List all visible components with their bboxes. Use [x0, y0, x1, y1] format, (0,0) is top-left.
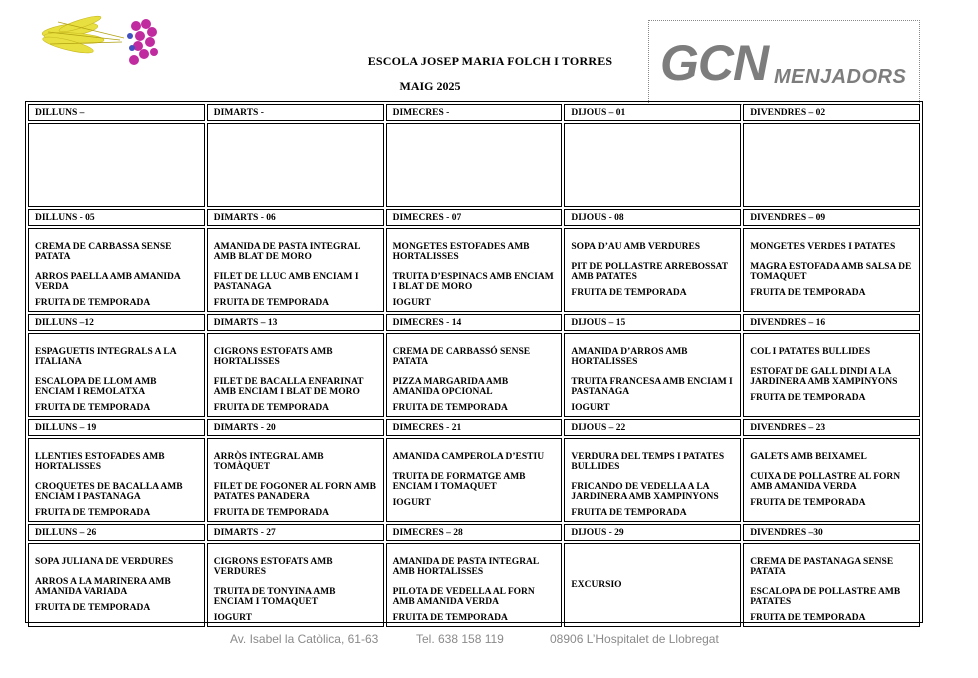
day-header: DILLUNS –12: [28, 314, 205, 331]
first-course: SOPA JULIANA DE VERDURES: [35, 557, 174, 567]
dessert: FRUITA DE TEMPORADA: [750, 288, 866, 298]
second-course: PIZZA MARGARIDA AMB AMANIDA OPCIONAL: [392, 377, 509, 397]
first-course: AMANIDA CAMPEROLA D’ESTIU: [392, 452, 545, 462]
first-course: ESPAGUETIS INTEGRALS A LA ITALIANA: [35, 347, 177, 367]
day-header: DIMARTS – 13: [207, 314, 384, 331]
first-course: SOPA D’AU AMB VERDURES: [571, 242, 701, 252]
day-menu-cell: [386, 543, 563, 627]
week-menu-row: [28, 438, 920, 522]
wheat-grapes-logo-icon: [40, 12, 170, 72]
menu-month: MAIG 2025: [399, 79, 461, 93]
brand-logo-menjadors: MENJADORS: [774, 66, 907, 88]
first-course: VERDURA DEL TEMPS I PATATES BULLIDES: [571, 452, 725, 472]
second-course: CUIXA DE POLLASTRE AL FORN AMB AMANIDA VERDA: [750, 472, 901, 492]
day-header: DIVENDRES – 23: [743, 419, 920, 436]
dessert: IOGURT: [213, 613, 252, 623]
second-course: TRUITA DE TONYINA AMB ENCIAM I TOMAQUET: [213, 587, 336, 607]
day-menu-cell: [207, 543, 384, 627]
day-header: DIMARTS -: [207, 104, 384, 121]
day-header: DIVENDRES – 09: [743, 209, 920, 226]
day-header: DILLUNS – 26: [28, 524, 205, 541]
footer-city: 08906 L’Hospitalet de Llobregat: [550, 632, 719, 646]
day-header: DIJOUS – 01: [564, 104, 741, 121]
day-menu-cell: [207, 438, 384, 522]
day-header: DIMARTS - 27: [207, 524, 384, 541]
first-course: ARRÒS INTEGRAL AMB TOMÀQUET: [213, 452, 324, 472]
second-course: TRUITA D’ESPINACS AMB ENCIAM I BLAT DE MORO: [392, 272, 554, 292]
day-menu-cell: [207, 333, 384, 417]
week-menu-row: [28, 228, 920, 312]
day-menu-cell: [207, 123, 384, 207]
day-menu-cell: [28, 228, 205, 312]
second-course: FILET DE FOGONER AL FORN AMB PATATES PANADERA: [213, 482, 376, 502]
first-course: CREMA DE PASTANAGA SENSE PATATA: [750, 557, 894, 577]
menu-calendar-table: [25, 101, 923, 623]
dessert: FRUITA DE TEMPORADA: [392, 613, 508, 623]
day-header: DIJOUS – 15: [564, 314, 741, 331]
week-header-row: [28, 209, 920, 226]
second-course: PILOTA DE VEDELLA AL FORN AMB AMANIDA VERDA: [392, 587, 535, 607]
day-header: DILLUNS – 19: [28, 419, 205, 436]
second-course: FILET DE BACALLA ENFARINAT AMB ENCIAM I BLAT DE MORO: [213, 377, 364, 397]
first-course: CREMA DE CARBASSÓ SENSE PATATA: [392, 347, 531, 367]
dessert: FRUITA DE TEMPORADA: [213, 298, 330, 308]
day-header: DIJOUS - 08: [564, 209, 741, 226]
second-course: ESCALOPA DE POLLASTRE AMB PATATES: [750, 587, 901, 607]
day-header: DIJOUS - 29: [564, 524, 741, 541]
day-header: DIMECRES -: [386, 104, 563, 121]
first-course: MONGETES ESTOFADES AMB HORTALISSES: [392, 242, 530, 262]
second-course: ARROS A LA MARINERA AMB AMANIDA VARIADA: [35, 577, 171, 597]
day-menu-cell: [564, 228, 741, 312]
day-menu-cell: [743, 543, 920, 627]
first-course: CIGRONS ESTOFATS AMB VERDURES: [213, 557, 333, 577]
day-menu-cell: [564, 438, 741, 522]
first-course: AMANIDA D’ARROS AMB HORTALISSES: [571, 347, 688, 367]
dessert: FRUITA DE TEMPORADA: [213, 403, 330, 413]
day-header: DIMECRES - 14: [386, 314, 563, 331]
dessert: FRUITA DE TEMPORADA: [571, 288, 687, 298]
first-course: CIGRONS ESTOFATS AMB HORTALISSES: [213, 347, 333, 367]
dessert: FRUITA DE TEMPORADA: [750, 498, 866, 508]
dessert: FRUITA DE TEMPORADA: [750, 613, 866, 623]
first-course: AMANIDA DE PASTA INTEGRAL AMB HORTALISSES: [392, 557, 539, 577]
week-menu-row: [28, 123, 920, 207]
day-menu-cell: [28, 123, 205, 207]
day-menu-cell: [28, 543, 205, 627]
first-course: COL I PATATES BULLIDES: [750, 347, 871, 357]
day-header: DIVENDRES –30: [743, 524, 920, 541]
day-header: DIVENDRES – 02: [743, 104, 920, 121]
dessert: FRUITA DE TEMPORADA: [571, 508, 687, 518]
second-course: ESTOFAT DE GALL DINDI A LA JARDINERA AMB XAMPINYONS: [750, 367, 898, 387]
day-menu-cell: [28, 333, 205, 417]
day-menu-cell: [564, 123, 741, 207]
dessert: FRUITA DE TEMPORADA: [35, 603, 151, 613]
day-header: DIMECRES - 07: [386, 209, 563, 226]
second-course: MAGRA ESTOFADA AMB SALSA DE TOMAQUET: [750, 262, 912, 282]
day-header: DIMECRES - 21: [386, 419, 563, 436]
dessert: IOGURT: [392, 298, 431, 308]
day-menu-cell: [386, 438, 563, 522]
second-course: CROQUETES DE BACALLA AMB ENCIAM I PASTANAGA: [35, 482, 183, 502]
day-menu-cell: [386, 228, 563, 312]
dessert: FRUITA DE TEMPORADA: [35, 403, 151, 413]
week-menu-row: [28, 543, 920, 627]
day-menu-cell: [743, 333, 920, 417]
dessert: FRUITA DE TEMPORADA: [392, 403, 508, 413]
dessert: FRUITA DE TEMPORADA: [750, 393, 866, 403]
footer-address: Av. Isabel la Catòlica, 61-63: [230, 632, 379, 646]
week-menu-row: [28, 333, 920, 417]
week-header-row: [28, 419, 920, 436]
second-course: ARROS PAELLA AMB AMANIDA VERDA: [35, 272, 181, 292]
footer-phone: Tel. 638 158 119: [416, 632, 504, 646]
brand-logo-gcn: GCN: [660, 35, 769, 91]
dessert: FRUITA DE TEMPORADA: [35, 298, 151, 308]
first-course: AMANIDA DE PASTA INTEGRAL AMB BLAT DE MORO: [213, 242, 360, 262]
first-course: MONGETES VERDES I PATATES: [750, 242, 896, 252]
week-header-row: [28, 524, 920, 541]
day-menu-cell: [743, 228, 920, 312]
day-menu-cell: [386, 333, 563, 417]
dessert: FRUITA DE TEMPORADA: [35, 508, 151, 518]
dessert: IOGURT: [392, 498, 431, 508]
day-header: DILLUNS - 05: [28, 209, 205, 226]
second-course: TRUITA DE FORMATGE AMB ENCIAM I TOMAQUET: [392, 472, 526, 492]
day-menu-cell: [743, 123, 920, 207]
second-course: FRICANDO DE VEDELLA A LA JARDINERA AMB XAMPINYONS: [571, 482, 719, 502]
school-name: ESCOLA JOSEP MARIA FOLCH I TORRES: [367, 54, 613, 68]
week-header-row: [28, 314, 920, 331]
menu-grid: [26, 102, 922, 629]
dessert: FRUITA DE TEMPORADA: [213, 508, 330, 518]
day-menu-cell: [28, 438, 205, 522]
second-course: FILET DE LLUC AMB ENCIAM I PASTANAGA: [213, 272, 359, 292]
second-course: PIT DE POLLASTRE ARREBOSSAT AMB PATATES: [571, 262, 728, 282]
second-course: ESCALOPA DE LLOM AMB ENCIAM I REMOLATXA: [35, 377, 157, 397]
day-header: DILLUNS –: [28, 104, 205, 121]
day-header: DIVENDRES – 16: [743, 314, 920, 331]
day-note: EXCURSIO: [571, 580, 622, 590]
day-menu-cell: [564, 543, 741, 627]
week-header-row: [28, 104, 920, 121]
day-header: DIMARTS - 06: [207, 209, 384, 226]
second-course: TRUITA FRANCESA AMB ENCIAM I PASTANAGA: [571, 377, 733, 397]
day-menu-cell: [564, 333, 741, 417]
first-course: CREMA DE CARBASSA SENSE PATATA: [35, 242, 172, 262]
first-course: LLENTIES ESTOFADES AMB HORTALISSES: [35, 452, 165, 472]
day-menu-cell: [207, 228, 384, 312]
dessert: IOGURT: [571, 403, 610, 413]
day-header: DIJOUS – 22: [564, 419, 741, 436]
day-header: DIMARTS - 20: [207, 419, 384, 436]
day-menu-cell: [386, 123, 563, 207]
first-course: GALETS AMB BEIXAMEL: [750, 452, 867, 462]
day-header: DIMECRES – 28: [386, 524, 563, 541]
day-menu-cell: [743, 438, 920, 522]
